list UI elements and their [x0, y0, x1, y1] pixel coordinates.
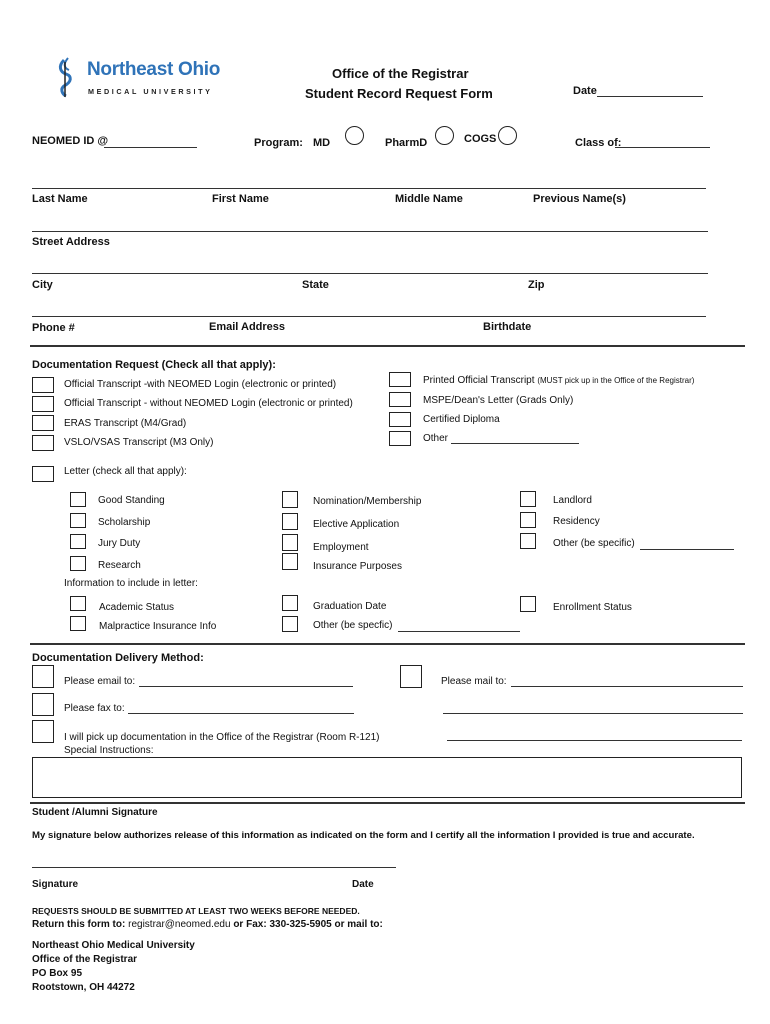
class-of-field[interactable]: [615, 147, 710, 148]
date-field[interactable]: [597, 96, 703, 97]
class-of-label: Class of:: [575, 137, 622, 149]
email-label: Email Address: [209, 321, 286, 333]
elective-application-checkbox[interactable]: [282, 513, 298, 530]
neomed-id-label: NEOMED ID @: [32, 135, 109, 147]
other-document-label: Other: [423, 433, 449, 444]
official-transcript-no-login-checkbox[interactable]: [32, 396, 54, 412]
signature-field[interactable]: [32, 867, 396, 868]
middle-name-label: Middle Name: [395, 193, 463, 205]
employment-label: Employment: [313, 542, 369, 553]
elective-application-label: Elective Application: [313, 519, 400, 530]
first-name-label: First Name: [212, 193, 269, 205]
section-divider: [30, 802, 745, 804]
residency-checkbox[interactable]: [520, 512, 536, 528]
vslo-transcript-checkbox[interactable]: [32, 435, 54, 451]
signature-statement: My signature below authorizes release of this information as indicated on the form and I certify all the information I provided is true and accurate.: [32, 830, 695, 841]
scholarship-checkbox[interactable]: [70, 513, 86, 528]
printed-transcript-checkbox[interactable]: [389, 372, 411, 387]
last-name-label: Last Name: [32, 193, 88, 205]
letter-label: Letter (check all that apply):: [64, 466, 187, 477]
employment-checkbox[interactable]: [282, 534, 298, 551]
graduation-date-checkbox[interactable]: [282, 595, 298, 611]
program-label: Program:: [254, 137, 303, 149]
special-instructions-textarea[interactable]: [32, 757, 742, 798]
insurance-purposes-checkbox[interactable]: [282, 553, 298, 570]
city-state-zip-line[interactable]: [32, 273, 708, 274]
phone-label: Phone #: [32, 322, 75, 334]
address-line: Northeast Ohio Medical University: [32, 940, 195, 951]
other-info-field[interactable]: [398, 631, 520, 632]
academic-status-checkbox[interactable]: [70, 596, 86, 611]
cogs-radio[interactable]: [498, 126, 517, 145]
official-transcript-login-checkbox[interactable]: [32, 377, 54, 393]
info-include-heading: Information to include in letter:: [64, 578, 198, 589]
md-radio[interactable]: [345, 126, 364, 145]
insurance-purposes-label: Insurance Purposes: [313, 561, 402, 572]
jury-duty-checkbox[interactable]: [70, 534, 86, 549]
research-label: Research: [98, 560, 141, 571]
malpractice-insurance-checkbox[interactable]: [70, 616, 86, 631]
previous-names-label: Previous Name(s): [533, 193, 626, 205]
logo-name: Northeast Ohio: [87, 59, 221, 80]
zip-label: Zip: [528, 279, 545, 291]
neomed-id-field[interactable]: [104, 147, 197, 148]
enrollment-status-label: Enrollment Status: [553, 602, 632, 613]
address-line: Rootstown, OH 44272: [32, 982, 135, 993]
address-line: Office of the Registrar: [32, 954, 138, 965]
section-divider: [30, 643, 745, 645]
signature-heading: Student /Alumni Signature: [32, 807, 158, 818]
mail-delivery-label: Please mail to:: [441, 676, 507, 687]
signature-label: Signature: [32, 879, 79, 890]
date-label: Date: [573, 85, 597, 97]
street-field-line[interactable]: [32, 231, 708, 232]
certified-diploma-label: Certified Diploma: [423, 414, 500, 425]
good-standing-label: Good Standing: [98, 495, 165, 506]
vslo-transcript-label: VSLO/VSAS Transcript (M3 Only): [64, 437, 214, 448]
good-standing-checkbox[interactable]: [70, 492, 86, 507]
academic-status-label: Academic Status: [99, 602, 175, 613]
eras-transcript-label: ERAS Transcript (M4/Grad): [64, 418, 187, 429]
city-label: City: [32, 279, 53, 291]
name-field-line[interactable]: [32, 188, 706, 189]
mail-address-line-2[interactable]: [443, 713, 743, 714]
jury-duty-label: Jury Duty: [98, 538, 141, 549]
other-letter-checkbox[interactable]: [520, 533, 536, 549]
pharmd-label: PharmD: [385, 137, 428, 149]
landlord-checkbox[interactable]: [520, 491, 536, 507]
mail-delivery-checkbox[interactable]: [400, 665, 422, 688]
md-label: MD: [313, 137, 331, 149]
scholarship-label: Scholarship: [98, 517, 151, 528]
form-office-title: Office of the Registrar: [332, 66, 469, 81]
cogs-label: COGS: [464, 133, 497, 145]
fax-delivery-field[interactable]: [128, 713, 354, 714]
graduation-date-label: Graduation Date: [313, 601, 387, 612]
documentation-heading: Documentation Request (Check all that apply):: [32, 359, 276, 371]
form-title: Student Record Request Form: [305, 86, 493, 101]
birthdate-label: Birthdate: [483, 321, 532, 333]
letter-checkbox[interactable]: [32, 466, 54, 482]
malpractice-insurance-label: Malpractice Insurance Info: [99, 621, 217, 632]
eras-transcript-checkbox[interactable]: [32, 415, 54, 431]
contact-field-line[interactable]: [32, 316, 706, 317]
mail-address-line-3[interactable]: [447, 740, 742, 741]
other-info-label: Other (be specfic): [313, 620, 393, 631]
enrollment-status-checkbox[interactable]: [520, 596, 536, 612]
residency-label: Residency: [553, 516, 600, 527]
street-address-label: Street Address: [32, 236, 110, 248]
state-label: State: [302, 279, 329, 291]
printed-transcript-label: Printed Official Transcript (MUST pick up in the Office of the Registrar): [423, 375, 695, 386]
email-delivery-label: Please email to:: [64, 676, 136, 687]
mspe-letter-label: MSPE/Dean's Letter (Grads Only): [423, 395, 574, 406]
nomination-checkbox[interactable]: [282, 491, 298, 508]
other-info-checkbox[interactable]: [282, 616, 298, 632]
logo-subtitle: MEDICAL UNIVERSITY: [88, 87, 213, 96]
certified-diploma-checkbox[interactable]: [389, 412, 411, 427]
caduceus-logo-icon: [50, 56, 80, 98]
section-divider: [30, 345, 745, 347]
email-delivery-checkbox[interactable]: [32, 665, 54, 688]
official-transcript-no-login-label: Official Transcript - without NEOMED Login (electronic or printed): [64, 398, 353, 409]
pharmd-radio[interactable]: [435, 126, 454, 145]
special-instructions-label: Special Instructions:: [64, 745, 154, 756]
mail-address-line-1[interactable]: [511, 686, 743, 687]
email-delivery-field[interactable]: [139, 686, 353, 687]
submission-notice: REQUESTS SHOULD BE SUBMITTED AT LEAST TWO WEEKS BEFORE NEEDED.: [32, 906, 360, 916]
pickup-checkbox[interactable]: [32, 720, 54, 743]
fax-delivery-checkbox[interactable]: [32, 693, 54, 716]
delivery-heading: Documentation Delivery Method:: [32, 652, 204, 664]
address-line: PO Box 95: [32, 968, 83, 979]
signature-date-label: Date: [352, 879, 374, 890]
fax-delivery-label: Please fax to:: [64, 703, 125, 714]
return-instructions: Return this form to: registrar@neomed.edu or Fax: 330-325-5905 or mail to:: [32, 919, 383, 930]
other-document-field[interactable]: [451, 443, 579, 444]
other-document-checkbox[interactable]: [389, 431, 411, 446]
mspe-letter-checkbox[interactable]: [389, 392, 411, 407]
registrar-email-link[interactable]: registrar@neomed.edu: [128, 919, 231, 930]
research-checkbox[interactable]: [70, 556, 86, 571]
nomination-label: Nomination/Membership: [313, 496, 422, 507]
landlord-label: Landlord: [553, 495, 592, 506]
pickup-label: I will pick up documentation in the Office of the Registrar (Room R-121): [64, 732, 380, 743]
other-letter-field[interactable]: [640, 549, 734, 550]
other-letter-label: Other (be specific): [553, 538, 635, 549]
official-transcript-login-label: Official Transcript -with NEOMED Login (electronic or printed): [64, 379, 337, 390]
